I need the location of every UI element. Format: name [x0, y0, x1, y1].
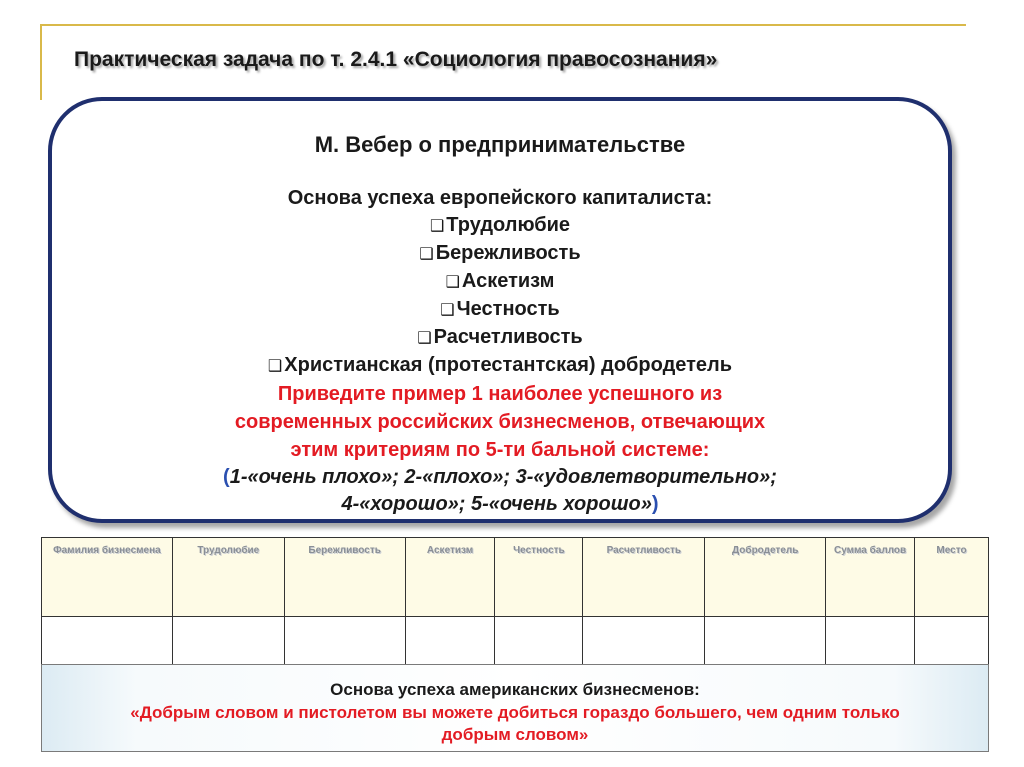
criteria-item [52, 240, 948, 268]
slide-title: Практическая задача по т. 2.4.1 «Социология правосознания» [74, 48, 718, 71]
left-rule [40, 24, 42, 100]
criteria-label: Бережливость [435, 242, 581, 264]
column-header: Фамилия бизнесмена [42, 538, 173, 617]
american-heading: Основа успеха американских бизнесменов: [330, 680, 700, 699]
american-quote: «Добрым словом и пистолетом вы можете добиться гораздо большего, чем одним только добрым словом» [130, 703, 900, 744]
table-row [42, 617, 989, 667]
checkbox-bullet-icon: ❑ [440, 302, 455, 319]
column-header: Трудолюбие [172, 538, 284, 617]
checkbox-bullet-icon: ❑ [429, 218, 445, 235]
task-line: Приведите пример 1 наиболее успешного из [277, 383, 723, 405]
task-line: современных российских бизнесменов, отвечающих [234, 411, 766, 433]
weber-content-box [48, 97, 952, 523]
checkbox-bullet-icon: ❑ [419, 246, 434, 263]
table-cell[interactable] [915, 617, 989, 667]
checkbox-bullet-icon: ❑ [417, 330, 432, 347]
rating-table [41, 537, 989, 667]
criteria-item [52, 212, 948, 240]
column-header: Бережливость [284, 538, 405, 617]
table-cell[interactable] [405, 617, 495, 667]
column-header: Добродетель [705, 538, 826, 617]
criteria-label: Честность [456, 298, 560, 320]
criteria-list [52, 212, 948, 380]
task-line: этим критериям по 5-ти бальной системе: [290, 439, 710, 461]
box-heading: М. Вебер о предпринимательстве [314, 132, 686, 157]
scale-text: 4-«хорошо»; 5-«очень хорошо» [341, 493, 652, 515]
column-header: Аскетизм [405, 538, 495, 617]
top-rule [40, 24, 966, 26]
criteria-item [52, 352, 948, 380]
table-cell[interactable] [705, 617, 826, 667]
scale-line [52, 464, 948, 491]
table-header-row [42, 538, 989, 617]
checkbox-bullet-icon: ❑ [445, 274, 460, 291]
scale-close-paren: ) [651, 493, 659, 515]
criteria-label: Расчетливость [433, 326, 583, 348]
box-subheading: Основа успеха европейского капиталиста: [287, 187, 713, 209]
table-cell[interactable] [284, 617, 405, 667]
criteria-label: Христианская (протестантская) добродетель [284, 354, 733, 376]
table-cell[interactable] [495, 617, 583, 667]
criteria-item [52, 296, 948, 324]
criteria-label: Трудолюбие [446, 214, 571, 236]
table-cell[interactable] [42, 617, 173, 667]
column-header: Честность [495, 538, 583, 617]
column-header: Расчетливость [583, 538, 705, 617]
scale-line [52, 491, 948, 518]
scale-text: 1-«очень плохо»; 2-«плохо»; 3-«удовлетворительно»; [229, 466, 777, 488]
table-cell[interactable] [172, 617, 284, 667]
column-header: Место [915, 538, 989, 617]
criteria-item [52, 268, 948, 296]
table-cell[interactable] [826, 617, 915, 667]
criteria-item [52, 324, 948, 352]
checkbox-bullet-icon: ❑ [267, 358, 283, 375]
scale-open-paren: ( [223, 466, 230, 488]
criteria-label: Аскетизм [461, 270, 555, 292]
table-cell[interactable] [583, 617, 705, 667]
american-success-box [41, 664, 989, 752]
column-header: Сумма баллов [826, 538, 915, 617]
